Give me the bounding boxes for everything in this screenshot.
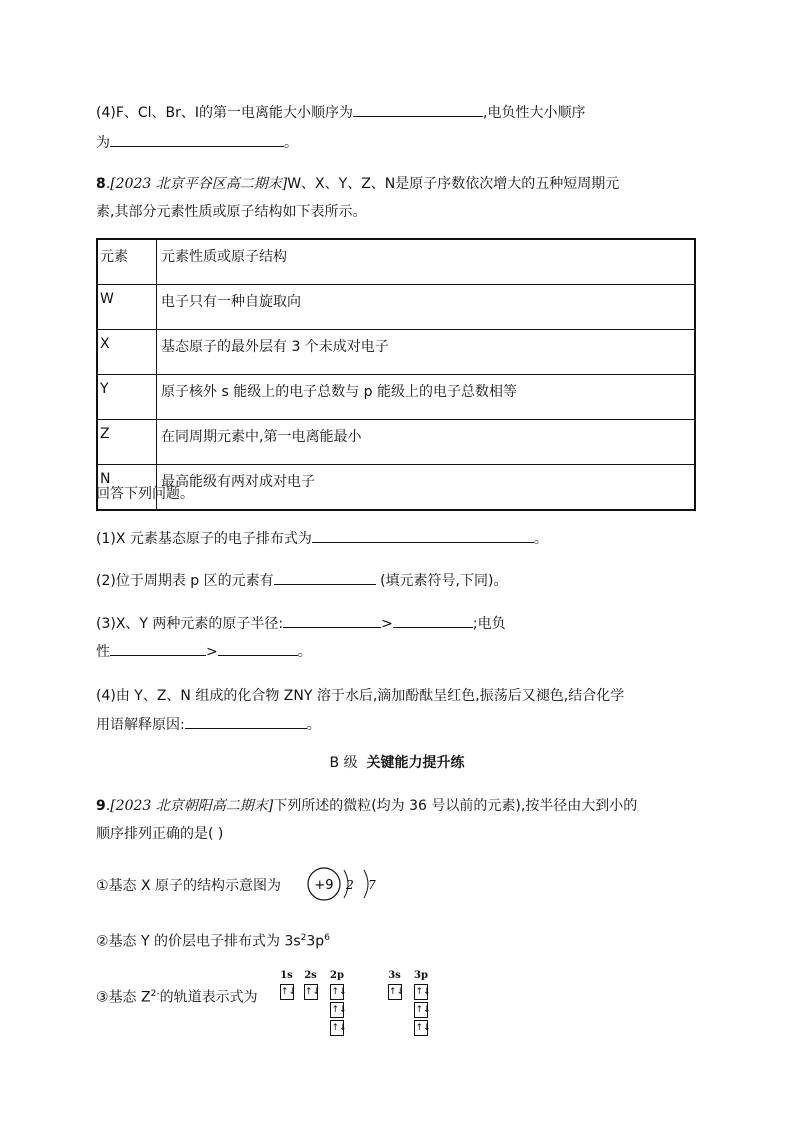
answer-blank[interactable]: [312, 528, 534, 543]
shell1-count: 2: [346, 878, 354, 892]
q9-item1: ①基态 X 原子的结构示意图为: [96, 878, 282, 894]
answer-blank[interactable]: [353, 102, 483, 117]
q9-intro-line2: 顺序排列正确的是( ): [96, 826, 224, 842]
shell2-count: 7: [368, 878, 376, 892]
q8-intro-line2: 素,其部分元素性质或原子结构如下表所示。: [96, 204, 367, 220]
table-header-cell: 元素性质或原子结构: [157, 239, 696, 285]
orbital-3s: 3s ↑↓: [388, 970, 401, 1000]
table-row: [97, 285, 695, 330]
table-row: [97, 420, 695, 465]
table-cell-property: 在同周期元素中,第一电离能最小: [157, 420, 696, 465]
answer-blank[interactable]: [283, 613, 381, 628]
question-number: 8: [96, 176, 106, 192]
q8-part4-line1: (4)由 Y、Z、N 组成的化合物 ZNY 溶于水后,滴加酚酞呈红色,振荡后又褪色,结合化学: [96, 688, 625, 704]
orbital-box: ↑↓: [304, 984, 318, 1000]
q8-part1: (1)X 元素基态原子的电子排布式为 。: [96, 528, 548, 549]
orbital-box: ↑↓: [414, 1020, 428, 1036]
orbital-3p: 3p ↑↓↑↓↑↓: [414, 970, 428, 1036]
q8-intro-line1: 8.[2023 北京平谷区高二期末]W、X、Y、Z、N是原子序数依次增大的五种短周期元: [96, 176, 620, 192]
table-cell-property: 基态原子的最外层有 3 个未成对电子: [157, 330, 696, 375]
answer-prompt: 回答下列问题。: [96, 486, 194, 502]
table-cell-element: Y: [97, 375, 157, 420]
q8-part3-line2: 性 > 。: [96, 641, 312, 662]
orbital-box: ↑↓: [414, 984, 428, 1000]
table-cell-property: 原子核外 s 能级上的电子总数与 p 能级上的电子总数相等: [157, 375, 696, 420]
table-cell-element: X: [97, 330, 157, 375]
question-source: .[2023 北京平谷区高二期末]: [105, 176, 288, 192]
answer-blank[interactable]: [218, 641, 298, 656]
table-header-cell: 元素: [97, 239, 157, 285]
question-source: .[2023 北京朝阳高二期末]: [105, 798, 274, 814]
section-heading: B 级 关键能力提升练: [329, 755, 465, 771]
table-header-row: [97, 239, 695, 285]
q9-item2: ②基态 Y 的价层电子排布式为 $3s^23p^6$: [96, 933, 330, 950]
answer-blank[interactable]: [274, 570, 376, 585]
atom-diagram-svg: [306, 864, 388, 904]
q8-part2: (2)位于周期表 p 区的元素有 (填元素符号,下同)。: [96, 570, 507, 591]
element-properties-table: [96, 238, 696, 511]
answer-blank[interactable]: [110, 132, 284, 147]
q8-part4-line2: 用语解释原因: 。: [96, 714, 321, 735]
nucleus-charge: +9: [314, 878, 334, 893]
orbital-2p: 2p ↑↓↑↓↑↓: [330, 970, 344, 1036]
q8-part3-line1: (3)X、Y 两种元素的原子半径: > ;电负: [96, 613, 506, 634]
orbital-box: ↑↓: [330, 1002, 344, 1018]
orbital-box: ↑↓: [388, 984, 402, 1000]
question-number: 9: [96, 798, 106, 814]
orbital-box: ↑↓: [330, 984, 344, 1000]
table-cell-property: 最高能级有两对成对电子: [157, 465, 696, 511]
table-cell-element: W: [97, 285, 157, 330]
atomic-structure-diagram: [306, 864, 388, 904]
q7-part4-line1: (4)F、Cl、Br、I的第一电离能大小顺序为 ,电负性大小顺序: [96, 102, 586, 123]
orbital-box: ↑↓: [414, 1002, 428, 1018]
orbital-1s: 1s ↑↓: [280, 970, 293, 1000]
answer-blank[interactable]: [185, 714, 307, 729]
table-row: [97, 375, 695, 420]
table-cell-property: 电子只有一种自旋取向: [157, 285, 696, 330]
q9-item3: ③基态 $Z^{2-}$的轨道表示式为: [96, 989, 258, 1006]
answer-blank[interactable]: [393, 613, 473, 628]
orbital-box: ↑↓: [280, 984, 294, 1000]
table-cell-element: Z: [97, 420, 157, 465]
orbital-box: ↑↓: [330, 1020, 344, 1036]
answer-blank[interactable]: [110, 641, 206, 656]
table-cell-element: N: [97, 465, 157, 511]
orbital-2s: 2s ↑↓: [304, 970, 317, 1000]
q9-intro-line1: 9.[2023 北京朝阳高二期末]下列所述的微粒(均为 36 号以前的元素),按半径由大到小的: [96, 798, 638, 814]
q7-part4-line2: 为 。: [96, 132, 298, 153]
table-row: [97, 330, 695, 375]
